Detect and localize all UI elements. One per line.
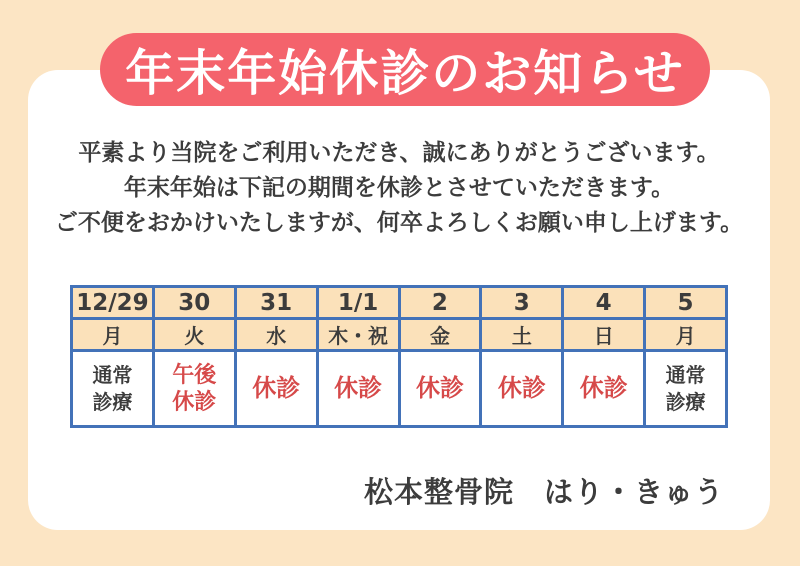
date-cell-3: 1/1	[317, 287, 399, 319]
status-text: 休診	[252, 374, 301, 402]
message-line-3: ご不便をおかけいたしますが、何卒よろしくお願い申し上げます。	[54, 210, 744, 236]
day-cell-1: 火	[153, 319, 235, 351]
status-cell-3	[317, 351, 399, 427]
date-cell-1: 30	[153, 287, 235, 319]
status-text: 通常	[92, 362, 133, 387]
status-text: 休診	[415, 374, 464, 402]
status-text: 診療	[665, 389, 706, 414]
status-text: 午後	[172, 362, 217, 388]
status-text: 通常	[665, 362, 706, 387]
date-cell-4: 2	[399, 287, 481, 319]
status-cell-7	[645, 351, 727, 427]
greeting-message	[28, 136, 770, 241]
date-row	[72, 287, 727, 319]
message-line-1: 平素より当院をご利用いただき、誠にありがとうございます。	[78, 140, 720, 166]
status-cell-2	[235, 351, 317, 427]
date-cell-7: 5	[645, 287, 727, 319]
status-cell-4	[399, 351, 481, 427]
status-cell-5	[481, 351, 563, 427]
day-cell-0: 月	[72, 319, 154, 351]
status-row	[72, 351, 727, 427]
date-cell-6: 4	[563, 287, 645, 319]
status-text: 休診	[579, 374, 628, 402]
date-cell-5: 3	[481, 287, 563, 319]
status-text: 診療	[92, 389, 133, 414]
holiday-schedule-table	[70, 285, 728, 428]
status-text: 休診	[497, 374, 546, 402]
day-cell-7: 月	[645, 319, 727, 351]
message-line-2: 年末年始は下記の期間を休診とさせていただきます。	[123, 175, 675, 201]
date-cell-2: 31	[235, 287, 317, 319]
status-cell-1	[153, 351, 235, 427]
day-cell-5: 土	[481, 319, 563, 351]
notice-title-banner	[100, 33, 710, 106]
status-text: 休診	[172, 389, 217, 415]
date-cell-0: 12/29	[72, 287, 154, 319]
day-cell-6: 日	[563, 319, 645, 351]
status-cell-0	[72, 351, 154, 427]
clinic-name: 松本整骨院 はり・きゅう	[363, 475, 724, 509]
notice-title: 年末年始休診のお知らせ	[125, 44, 685, 102]
status-text: 休診	[334, 374, 383, 402]
day-cell-4: 金	[399, 319, 481, 351]
day-cell-3: 木・祝	[317, 319, 399, 351]
status-cell-6	[563, 351, 645, 427]
day-cell-2: 水	[235, 319, 317, 351]
day-row	[72, 319, 727, 351]
